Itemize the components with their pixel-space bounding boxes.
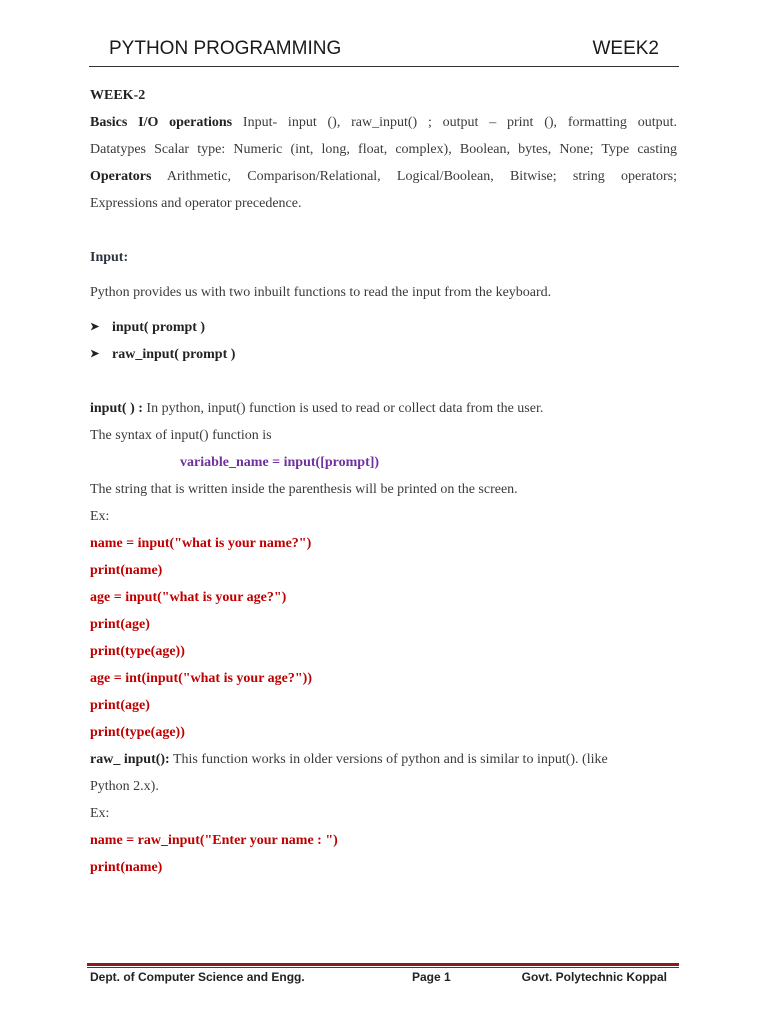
- input-function-line: [90, 395, 677, 422]
- syntax-line: variable_name = input([prompt]): [180, 455, 380, 470]
- code-line: name = raw_input("Enter your name : "): [90, 833, 338, 848]
- code-line: print(name): [90, 563, 163, 578]
- page-header: [89, 38, 679, 62]
- intro-line-4: Expressions and operator precedence.: [90, 196, 302, 211]
- syntax-intro: The syntax of input() function is: [90, 428, 272, 443]
- header-title: PYTHON PROGRAMMING: [109, 38, 342, 59]
- example-label: Ex:: [90, 806, 110, 821]
- page-content: [90, 82, 677, 881]
- raw-input-line: [90, 746, 677, 773]
- intro-line-2: Datatypes Scalar type: Numeric (int, long, float, complex), Boolean, bytes, None; Type casting: [90, 142, 677, 157]
- code-line: print(type(age)): [90, 644, 185, 659]
- input-note: The string that is written inside the parenthesis will be printed on the screen.: [90, 482, 518, 497]
- code-line: age = int(input("what is your age?")): [90, 671, 312, 686]
- input-heading: Input:: [90, 250, 129, 265]
- footer-college: Govt. Polytechnic Koppal: [521, 970, 667, 984]
- input-function-desc: In python, input() function is used to read or collect data from the user.: [142, 401, 544, 416]
- intro-text-3: Arithmetic, Comparison/Relational, Logical/Boolean, Bitwise; string operators;: [151, 169, 677, 184]
- week-label: WEEK-2: [90, 88, 146, 103]
- footer-department: Dept. of Computer Science and Engg.: [90, 970, 305, 984]
- code-line: name = input("what is your name?"): [90, 536, 312, 551]
- raw-input-label: raw_ input():: [90, 752, 170, 767]
- intro-bold-operators: Operators: [90, 169, 152, 184]
- bullet-label: raw_input( prompt ): [112, 347, 236, 362]
- bullet-label: input( prompt ): [112, 320, 206, 335]
- code-line: print(age): [90, 617, 150, 632]
- page-footer: [90, 970, 677, 990]
- arrow-bullet-icon: ➤: [90, 348, 100, 360]
- example-label: Ex:: [90, 509, 110, 524]
- intro-bold-basics: Basics I/O operations: [90, 115, 233, 130]
- raw-input-desc-2: Python 2.x).: [90, 779, 159, 794]
- intro-text-1: Input- input (), raw_input() ; output – print (), formatting output.: [232, 115, 677, 130]
- footer-rule: [87, 963, 679, 966]
- arrow-bullet-icon: ➤: [90, 321, 100, 333]
- footer-page-number: Page 1: [412, 970, 451, 984]
- code-line: print(age): [90, 698, 150, 713]
- header-week: WEEK2: [592, 38, 659, 59]
- intro-line-1: [90, 109, 677, 136]
- footer-rule-thin: [87, 967, 679, 968]
- header-rule: [89, 66, 679, 67]
- raw-input-desc: This function works in older versions of python and is similar to input(). (like: [169, 752, 608, 767]
- code-line: age = input("what is your age?"): [90, 590, 287, 605]
- intro-line-3: [90, 163, 677, 190]
- input-function-label: input( ) :: [90, 401, 143, 416]
- bullet-item: [90, 341, 677, 368]
- code-line: print(name): [90, 860, 163, 875]
- code-line: print(type(age)): [90, 725, 185, 740]
- input-description: Python provides us with two inbuilt functions to read the input from the keyboard.: [90, 285, 552, 300]
- bullet-item: [90, 314, 677, 341]
